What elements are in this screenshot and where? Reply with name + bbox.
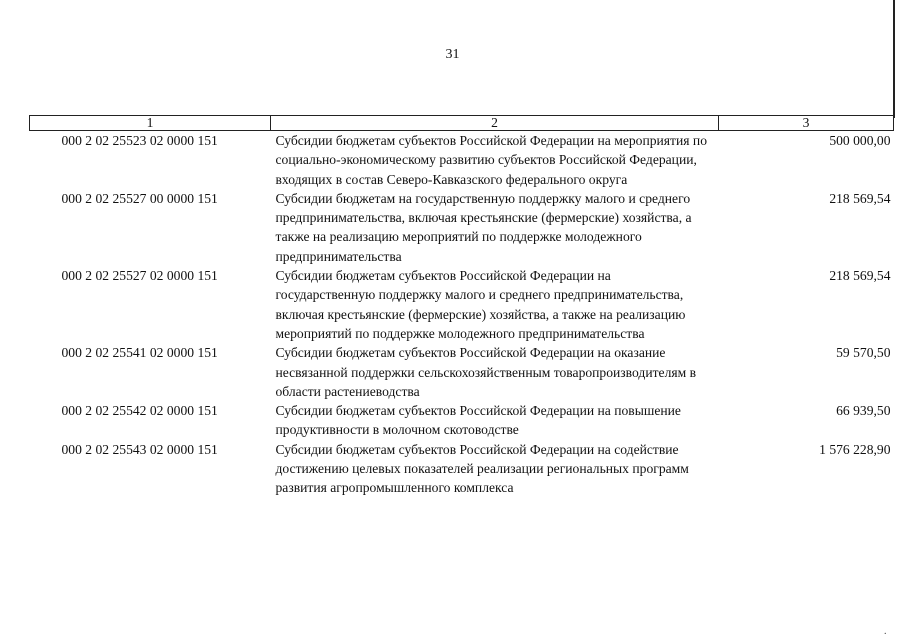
table-row (30, 131, 894, 189)
table-row (30, 189, 894, 266)
budget-code: 000 2 02 25527 02 0000 151 (61, 268, 218, 284)
page-number: 31 (445, 47, 460, 62)
table-row (30, 401, 894, 440)
budget-description: Субсидии бюджетам субъектов Российской Федерации на содействие достижению целевых показателей реализации региональных программ развития агропромышленного комплекса (275, 441, 689, 496)
budget-description: Субсидии бюджетам субъектов Российской Федерации на оказание несвязанной поддержки сельскохозяйственным товаропроизводителям в области растениеводства (275, 345, 697, 399)
column-header-2: 2 (271, 116, 719, 131)
budget-table (29, 115, 894, 498)
budget-description: Субсидии бюджетам субъектов Российской Федерации на повышение продуктивности в молочном скотоводстве (275, 403, 681, 438)
scan-mark: . (884, 626, 887, 637)
budget-code: 000 2 02 25523 02 0000 151 (61, 133, 218, 148)
table-row (30, 266, 894, 343)
scan-edge-line (893, 0, 895, 118)
table-header-row (30, 116, 894, 131)
table-row (30, 343, 894, 401)
table-row (30, 440, 894, 498)
budget-code: 000 2 02 25542 02 0000 151 (61, 403, 218, 419)
budget-code: 000 2 02 25541 02 0000 151 (61, 345, 218, 361)
budget-code: 000 2 02 25527 00 0000 151 (61, 190, 218, 206)
budget-code: 000 2 02 25543 02 0000 151 (61, 441, 218, 457)
budget-amount: 500 000,00 (829, 133, 891, 148)
budget-description: Субсидии бюджетам субъектов Российской Федерации на мероприятия по социально-экономическому развитию субъектов Российской Федерации, входящих в состав Северо-Кавказского федерального округа (275, 133, 707, 187)
budget-amount: 59 570,50 (836, 345, 891, 361)
budget-amount: 1 576 228,90 (819, 441, 891, 457)
column-header-3: 3 (719, 116, 894, 131)
budget-description: Субсидии бюджетам субъектов Российской Федерации на государственную поддержку малого и среднего предпринимательства, включая крестьянские (фермерские) хозяйства, а также на реализацию мероприятий по поддержке молодежного предпринимательства (275, 268, 686, 341)
column-header-1: 1 (30, 116, 271, 131)
budget-description: Субсидии бюджетам на государственную поддержку малого и среднего предпринимательства, включая крестьянские (фермерские) хозяйства, а также на реализацию мероприятий по поддержке молодежного предпринимательства (275, 190, 692, 264)
budget-amount: 218 569,54 (829, 190, 891, 206)
budget-amount: 66 939,50 (836, 403, 891, 419)
budget-amount: 218 569,54 (829, 268, 891, 284)
